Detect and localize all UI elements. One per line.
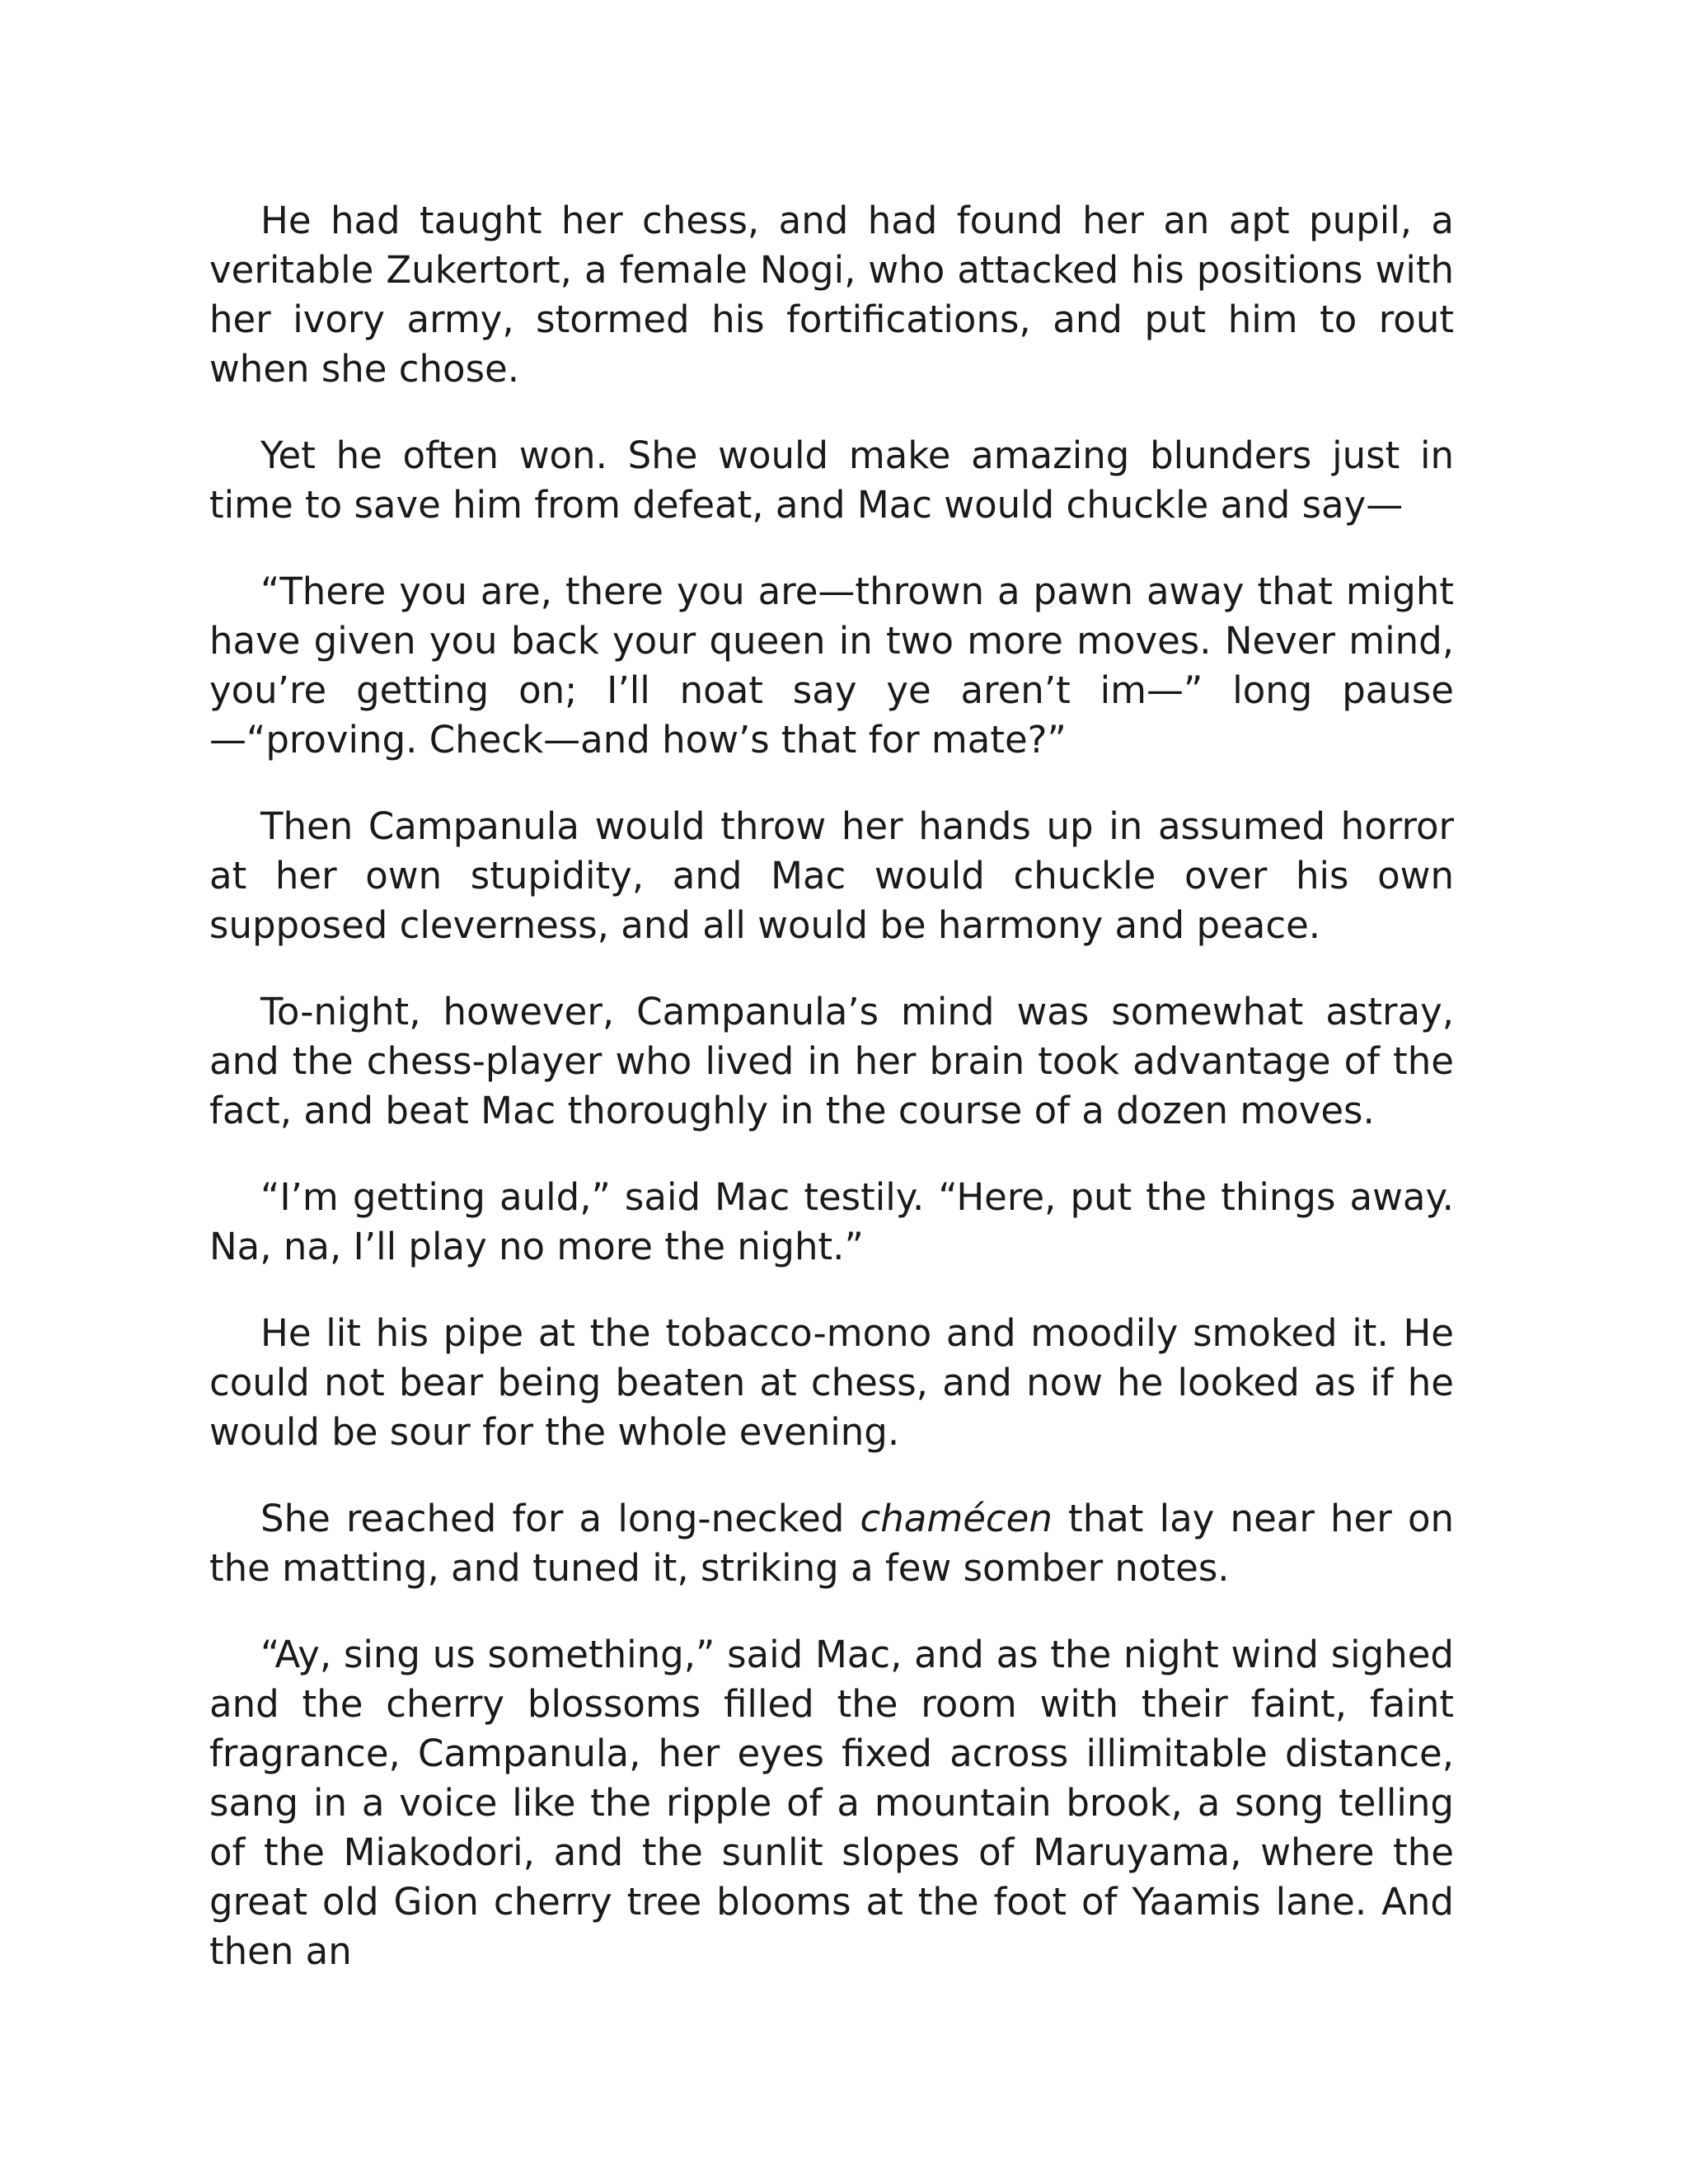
paragraph-chamecen-italic-word: chamécen — [860, 1497, 1053, 1540]
paragraph-mac-dialogue: “There you are, there you are—thrown a pawn away that might have given you back your queen in two more moves. Never mind, you’re getting on; I’ll noat say ye aren’t im—” long pause—“proving. Check—and how’s that for mate?” — [209, 569, 1454, 762]
paragraph-pipe-smoking: He lit his pipe at the tobacco-mono and moodily smoked it. He could not bear being beaten at chess, and now he looked as if he would be sour for the whole evening. — [209, 1311, 1454, 1454]
paragraph-chamecen-before: She reached for a long-necked — [260, 1497, 860, 1540]
paragraph-harmony-and-peace: Then Campanula would throw her hands up in assumed horror at her own stupidity, and Mac would chuckle over his own supposed cleverness, and all would be harmony and peace. — [209, 804, 1454, 947]
paragraph-getting-auld: “I’m getting auld,” said Mac testily. “Here, put the things away. Na, na, I’ll play no more the night.” — [209, 1175, 1454, 1268]
paragraph-chamecen-after: that lay near her on the matting, and tuned it, striking a few somber notes. — [209, 1497, 1454, 1590]
paragraph-chess-lessons: He had taught her chess, and had found her an apt pupil, a veritable Zukertort, a female Nogi, who attacked his positions with her ivory army, stormed his fortifications, and put him to rout when she chose. — [209, 199, 1454, 391]
paragraph-sing-us-something: “Ay, sing us something,” said Mac, and as the night wind sighed and the cherry blossoms filled the room with their faint, faint fragrance, Campanula, her eyes fixed across illimitable distance, sang in a voice like the ripple of a mountain brook, a song telling of the Miakodori, and the sunlit slopes of Maruyama, where the great old Gion cherry tree blooms at the foot of Yaamis lane. And then an — [209, 1633, 1454, 1973]
page-body — [209, 196, 1454, 1976]
paragraph-amazing-blunders: Yet he often won. She would make amazing blunders just in time to save him from defeat, and Mac would chuckle and say— — [209, 434, 1454, 527]
paragraph-campanula-astray: To-night, however, Campanula’s mind was somewhat astray, and the chess-player who lived in her brain took advantage of the fact, and beat Mac thoroughly in the course of a dozen moves. — [209, 990, 1454, 1132]
paragraph-chamecen — [209, 1494, 1454, 1593]
